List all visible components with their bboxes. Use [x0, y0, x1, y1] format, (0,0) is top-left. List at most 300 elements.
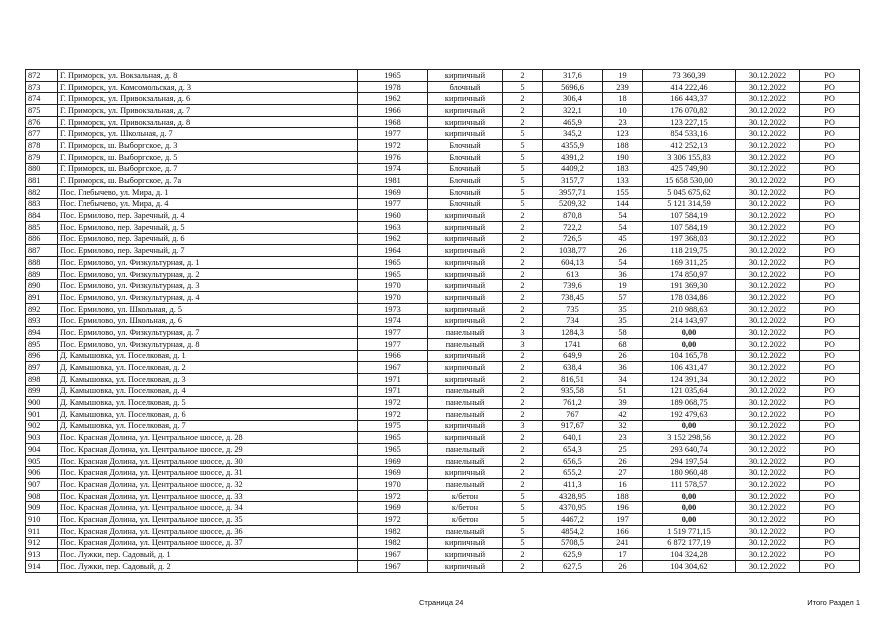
- repair-cost-cell: 3 152 298,56: [643, 432, 736, 444]
- floors-cell: 5: [503, 140, 543, 152]
- wall-material-cell: кирпичный: [428, 549, 503, 561]
- program-cell: РО: [800, 280, 860, 292]
- repair-cost-cell: 0,00: [643, 327, 736, 339]
- wall-material-cell: панельный: [428, 525, 503, 537]
- floors-cell: 2: [503, 467, 543, 479]
- address-cell: Д. Камышовка, ул. Поселковая, д. 7: [58, 420, 358, 432]
- completion-date-cell: 30.12.2022: [736, 350, 800, 362]
- total-area-cell: 738,45: [543, 292, 603, 304]
- repair-cost-cell: 106 431,47: [643, 362, 736, 374]
- residents-cell: 188: [603, 490, 643, 502]
- floors-cell: 2: [503, 210, 543, 222]
- total-area-cell: 4391,2: [543, 151, 603, 163]
- address-cell: Пос. Ермилово, ул. Физкультурная, д. 8: [58, 338, 358, 350]
- program-cell: РО: [800, 373, 860, 385]
- completion-date-cell: 30.12.2022: [736, 362, 800, 374]
- repair-cost-cell: 123 227,15: [643, 116, 736, 128]
- residents-cell: 57: [603, 292, 643, 304]
- row-number: 898: [26, 373, 58, 385]
- housing-register-table: [25, 69, 860, 573]
- program-cell: РО: [800, 350, 860, 362]
- address-cell: Д. Камышовка, ул. Поселковая, д. 1: [58, 350, 358, 362]
- address-cell: Г. Приморск, ул. Комсомольская, д. 3: [58, 81, 358, 93]
- row-number: 877: [26, 128, 58, 140]
- residents-cell: 36: [603, 268, 643, 280]
- wall-material-cell: панельный: [428, 397, 503, 409]
- floors-cell: 2: [503, 233, 543, 245]
- program-cell: РО: [800, 432, 860, 444]
- completion-date-cell: 30.12.2022: [736, 315, 800, 327]
- table-row: [26, 233, 860, 245]
- year-built-cell: 1976: [358, 151, 428, 163]
- program-cell: РО: [800, 163, 860, 175]
- address-cell: Г. Приморск, ш. Выборгское, д. 5: [58, 151, 358, 163]
- address-cell: Пос. Лужки, пер. Садовый, д. 2: [58, 560, 358, 572]
- repair-cost-cell: 192 479,63: [643, 408, 736, 420]
- row-number: 873: [26, 81, 58, 93]
- wall-material-cell: кирпичный: [428, 70, 503, 82]
- table-row: [26, 245, 860, 257]
- residents-cell: 155: [603, 186, 643, 198]
- total-area-cell: 917,67: [543, 420, 603, 432]
- wall-material-cell: кирпичный: [428, 350, 503, 362]
- residents-cell: 42: [603, 408, 643, 420]
- row-number: 908: [26, 490, 58, 502]
- year-built-cell: 1967: [358, 362, 428, 374]
- address-cell: Пос. Красная Долина, ул. Центральное шоссе, д. 29: [58, 444, 358, 456]
- repair-cost-cell: 294 197,54: [643, 455, 736, 467]
- year-built-cell: 1966: [358, 350, 428, 362]
- row-number: 912: [26, 537, 58, 549]
- residents-cell: 34: [603, 373, 643, 385]
- completion-date-cell: 30.12.2022: [736, 221, 800, 233]
- year-built-cell: 1972: [358, 140, 428, 152]
- residents-cell: 197: [603, 514, 643, 526]
- year-built-cell: 1965: [358, 268, 428, 280]
- floors-cell: 2: [503, 303, 543, 315]
- repair-cost-cell: 6 872 177,19: [643, 537, 736, 549]
- program-cell: РО: [800, 455, 860, 467]
- row-number: 897: [26, 362, 58, 374]
- table-row: [26, 350, 860, 362]
- completion-date-cell: 30.12.2022: [736, 385, 800, 397]
- year-built-cell: 1965: [358, 444, 428, 456]
- program-cell: РО: [800, 537, 860, 549]
- year-built-cell: 1969: [358, 186, 428, 198]
- row-number: 879: [26, 151, 58, 163]
- floors-cell: 5: [503, 525, 543, 537]
- program-cell: РО: [800, 221, 860, 233]
- address-cell: Пос. Ермилово, пер. Заречный, д. 5: [58, 221, 358, 233]
- year-built-cell: 1975: [358, 420, 428, 432]
- repair-cost-cell: 854 533,16: [643, 128, 736, 140]
- repair-cost-cell: 412 252,13: [643, 140, 736, 152]
- year-built-cell: 1969: [358, 455, 428, 467]
- total-area-cell: 3957,71: [543, 186, 603, 198]
- address-cell: Пос. Ермилово, пер. Заречный, д. 6: [58, 233, 358, 245]
- table-row: [26, 502, 860, 514]
- program-cell: РО: [800, 420, 860, 432]
- residents-cell: 19: [603, 280, 643, 292]
- total-area-cell: 5696,6: [543, 81, 603, 93]
- wall-material-cell: панельный: [428, 385, 503, 397]
- total-area-cell: 322,1: [543, 105, 603, 117]
- wall-material-cell: Блочный: [428, 163, 503, 175]
- wall-material-cell: Блочный: [428, 151, 503, 163]
- floors-cell: 2: [503, 479, 543, 491]
- row-number: 902: [26, 420, 58, 432]
- address-cell: Пос. Ермилово, ул. Физкультурная, д. 3: [58, 280, 358, 292]
- repair-cost-cell: 121 035,64: [643, 385, 736, 397]
- table-row: [26, 175, 860, 187]
- address-cell: Пос. Красная Долина, ул. Центральное шоссе, д. 35: [58, 514, 358, 526]
- floors-cell: 5: [503, 186, 543, 198]
- year-built-cell: 1964: [358, 245, 428, 257]
- row-number: 890: [26, 280, 58, 292]
- address-cell: Г. Приморск, ул. Вокзальная, д. 8: [58, 70, 358, 82]
- row-number: 888: [26, 257, 58, 269]
- year-built-cell: 1977: [358, 327, 428, 339]
- total-area-cell: 613: [543, 268, 603, 280]
- program-cell: РО: [800, 525, 860, 537]
- residents-cell: 35: [603, 315, 643, 327]
- floors-cell: 5: [503, 163, 543, 175]
- total-area-cell: 4370,95: [543, 502, 603, 514]
- residents-cell: 17: [603, 549, 643, 561]
- total-area-cell: 767: [543, 408, 603, 420]
- wall-material-cell: Блочный: [428, 175, 503, 187]
- repair-cost-cell: 124 391,34: [643, 373, 736, 385]
- residents-cell: 188: [603, 140, 643, 152]
- wall-material-cell: кирпичный: [428, 420, 503, 432]
- completion-date-cell: 30.12.2022: [736, 268, 800, 280]
- table-row: [26, 467, 860, 479]
- repair-cost-cell: 1 519 771,15: [643, 525, 736, 537]
- table-row: [26, 268, 860, 280]
- year-built-cell: 1965: [358, 70, 428, 82]
- floors-cell: 3: [503, 420, 543, 432]
- year-built-cell: 1969: [358, 467, 428, 479]
- wall-material-cell: кирпичный: [428, 467, 503, 479]
- table-row: [26, 257, 860, 269]
- year-built-cell: 1972: [358, 397, 428, 409]
- completion-date-cell: 30.12.2022: [736, 105, 800, 117]
- floors-cell: 5: [503, 502, 543, 514]
- row-number: 886: [26, 233, 58, 245]
- program-cell: РО: [800, 245, 860, 257]
- total-area-cell: 935,58: [543, 385, 603, 397]
- residents-cell: 133: [603, 175, 643, 187]
- row-number: 904: [26, 444, 58, 456]
- repair-cost-cell: 214 143,97: [643, 315, 736, 327]
- table-row: [26, 549, 860, 561]
- residents-cell: 54: [603, 210, 643, 222]
- section-total-label: Итого Раздел 1: [807, 598, 860, 607]
- address-cell: Г. Приморск, ш. Выборгское, д. 7а: [58, 175, 358, 187]
- table-row: [26, 292, 860, 304]
- total-area-cell: 649,9: [543, 350, 603, 362]
- program-cell: РО: [800, 327, 860, 339]
- floors-cell: 2: [503, 105, 543, 117]
- program-cell: РО: [800, 233, 860, 245]
- row-number: 874: [26, 93, 58, 105]
- floors-cell: 3: [503, 327, 543, 339]
- total-area-cell: 345,2: [543, 128, 603, 140]
- program-cell: РО: [800, 81, 860, 93]
- program-cell: РО: [800, 560, 860, 572]
- repair-cost-cell: 197 368,03: [643, 233, 736, 245]
- completion-date-cell: 30.12.2022: [736, 116, 800, 128]
- address-cell: Пос. Красная Долина, ул. Центральное шоссе, д. 28: [58, 432, 358, 444]
- residents-cell: 10: [603, 105, 643, 117]
- completion-date-cell: 30.12.2022: [736, 490, 800, 502]
- year-built-cell: 1962: [358, 93, 428, 105]
- row-number: 882: [26, 186, 58, 198]
- wall-material-cell: кирпичный: [428, 432, 503, 444]
- completion-date-cell: 30.12.2022: [736, 151, 800, 163]
- program-cell: РО: [800, 303, 860, 315]
- address-cell: Пос. Ермилово, ул. Физкультурная, д. 4: [58, 292, 358, 304]
- floors-cell: 5: [503, 490, 543, 502]
- table-row: [26, 560, 860, 572]
- total-area-cell: 734: [543, 315, 603, 327]
- address-cell: Пос. Красная Долина, ул. Центральное шоссе, д. 37: [58, 537, 358, 549]
- floors-cell: 2: [503, 455, 543, 467]
- completion-date-cell: 30.12.2022: [736, 245, 800, 257]
- wall-material-cell: кирпичный: [428, 315, 503, 327]
- table-row: [26, 362, 860, 374]
- floors-cell: 3: [503, 338, 543, 350]
- program-cell: РО: [800, 175, 860, 187]
- residents-cell: 39: [603, 397, 643, 409]
- repair-cost-cell: 107 584,19: [643, 210, 736, 222]
- floors-cell: 2: [503, 350, 543, 362]
- total-area-cell: 638,4: [543, 362, 603, 374]
- completion-date-cell: 30.12.2022: [736, 81, 800, 93]
- row-number: 876: [26, 116, 58, 128]
- year-built-cell: 1977: [358, 198, 428, 210]
- total-area-cell: 1741: [543, 338, 603, 350]
- wall-material-cell: Блочный: [428, 186, 503, 198]
- residents-cell: 16: [603, 479, 643, 491]
- floors-cell: 2: [503, 560, 543, 572]
- floors-cell: 2: [503, 221, 543, 233]
- wall-material-cell: Блочный: [428, 198, 503, 210]
- total-area-cell: 722,2: [543, 221, 603, 233]
- repair-cost-cell: 0,00: [643, 490, 736, 502]
- total-area-cell: 306,4: [543, 93, 603, 105]
- row-number: 893: [26, 315, 58, 327]
- year-built-cell: 1960: [358, 210, 428, 222]
- repair-cost-cell: 111 578,57: [643, 479, 736, 491]
- completion-date-cell: 30.12.2022: [736, 373, 800, 385]
- year-built-cell: 1982: [358, 525, 428, 537]
- table-row: [26, 432, 860, 444]
- row-number: 907: [26, 479, 58, 491]
- row-number: 896: [26, 350, 58, 362]
- address-cell: Д. Камышовка, ул. Поселковая, д. 3: [58, 373, 358, 385]
- address-cell: Пос. Ермилово, ул. Физкультурная, д. 7: [58, 327, 358, 339]
- table-row: [26, 373, 860, 385]
- wall-material-cell: панельный: [428, 455, 503, 467]
- row-number: 901: [26, 408, 58, 420]
- table-row: [26, 221, 860, 233]
- wall-material-cell: кирпичный: [428, 280, 503, 292]
- address-cell: Пос. Красная Долина, ул. Центральное шоссе, д. 36: [58, 525, 358, 537]
- wall-material-cell: блочный: [428, 81, 503, 93]
- row-number: 872: [26, 70, 58, 82]
- repair-cost-cell: 107 584,19: [643, 221, 736, 233]
- floors-cell: 2: [503, 93, 543, 105]
- residents-cell: 183: [603, 163, 643, 175]
- total-area-cell: 655,2: [543, 467, 603, 479]
- row-number: 878: [26, 140, 58, 152]
- repair-cost-cell: 3 306 155,83: [643, 151, 736, 163]
- table-row: [26, 280, 860, 292]
- address-cell: Г. Приморск, ул. Привокзальная, д. 7: [58, 105, 358, 117]
- program-cell: РО: [800, 140, 860, 152]
- repair-cost-cell: 104 304,62: [643, 560, 736, 572]
- floors-cell: 2: [503, 362, 543, 374]
- wall-material-cell: к/бетон: [428, 502, 503, 514]
- residents-cell: 45: [603, 233, 643, 245]
- table-row: [26, 327, 860, 339]
- table-row: [26, 338, 860, 350]
- total-area-cell: 870,8: [543, 210, 603, 222]
- wall-material-cell: кирпичный: [428, 93, 503, 105]
- residents-cell: 18: [603, 93, 643, 105]
- completion-date-cell: 30.12.2022: [736, 280, 800, 292]
- residents-cell: 166: [603, 525, 643, 537]
- year-built-cell: 1972: [358, 514, 428, 526]
- row-number: 875: [26, 105, 58, 117]
- table-row: [26, 408, 860, 420]
- year-built-cell: 1974: [358, 163, 428, 175]
- total-area-cell: 317,6: [543, 70, 603, 82]
- program-cell: РО: [800, 502, 860, 514]
- table-row: [26, 116, 860, 128]
- table-row: [26, 525, 860, 537]
- year-built-cell: 1981: [358, 175, 428, 187]
- repair-cost-cell: 210 988,63: [643, 303, 736, 315]
- total-area-cell: 4854,2: [543, 525, 603, 537]
- year-built-cell: 1970: [358, 292, 428, 304]
- total-area-cell: 627,5: [543, 560, 603, 572]
- row-number: 911: [26, 525, 58, 537]
- address-cell: Д. Камышовка, ул. Поселковая, д. 2: [58, 362, 358, 374]
- completion-date-cell: 30.12.2022: [736, 198, 800, 210]
- year-built-cell: 1974: [358, 315, 428, 327]
- completion-date-cell: 30.12.2022: [736, 163, 800, 175]
- address-cell: Пос. Глебычево, ул. Мира, д. 4: [58, 198, 358, 210]
- wall-material-cell: кирпичный: [428, 373, 503, 385]
- total-area-cell: 4328,95: [543, 490, 603, 502]
- row-number: 891: [26, 292, 58, 304]
- program-cell: РО: [800, 116, 860, 128]
- row-number: 892: [26, 303, 58, 315]
- address-cell: Пос. Ермилово, пер. Заречный, д. 4: [58, 210, 358, 222]
- residents-cell: 54: [603, 257, 643, 269]
- repair-cost-cell: 15 658 530,00: [643, 175, 736, 187]
- floors-cell: 2: [503, 292, 543, 304]
- floors-cell: 2: [503, 373, 543, 385]
- residents-cell: 241: [603, 537, 643, 549]
- residents-cell: 196: [603, 502, 643, 514]
- table-row: [26, 163, 860, 175]
- table-row: [26, 514, 860, 526]
- program-cell: РО: [800, 128, 860, 140]
- program-cell: РО: [800, 257, 860, 269]
- repair-cost-cell: 174 850,97: [643, 268, 736, 280]
- completion-date-cell: 30.12.2022: [736, 537, 800, 549]
- wall-material-cell: кирпичный: [428, 116, 503, 128]
- year-built-cell: 1970: [358, 479, 428, 491]
- table-row: [26, 151, 860, 163]
- completion-date-cell: 30.12.2022: [736, 327, 800, 339]
- wall-material-cell: кирпичный: [428, 560, 503, 572]
- year-built-cell: 1965: [358, 432, 428, 444]
- program-cell: РО: [800, 385, 860, 397]
- completion-date-cell: 30.12.2022: [736, 186, 800, 198]
- floors-cell: 2: [503, 432, 543, 444]
- table-body: [26, 70, 860, 573]
- floors-cell: 2: [503, 408, 543, 420]
- program-cell: РО: [800, 338, 860, 350]
- address-cell: Пос. Красная Долина, ул. Центральное шоссе, д. 33: [58, 490, 358, 502]
- year-built-cell: 1971: [358, 385, 428, 397]
- residents-cell: 123: [603, 128, 643, 140]
- wall-material-cell: кирпичный: [428, 537, 503, 549]
- row-number: 884: [26, 210, 58, 222]
- year-built-cell: 1971: [358, 373, 428, 385]
- table-row: [26, 210, 860, 222]
- floors-cell: 5: [503, 151, 543, 163]
- repair-cost-cell: 0,00: [643, 502, 736, 514]
- row-number: 914: [26, 560, 58, 572]
- program-cell: РО: [800, 186, 860, 198]
- total-area-cell: 4409,2: [543, 163, 603, 175]
- completion-date-cell: 30.12.2022: [736, 525, 800, 537]
- floors-cell: 2: [503, 116, 543, 128]
- floors-cell: 5: [503, 81, 543, 93]
- program-cell: РО: [800, 93, 860, 105]
- address-cell: Пос. Глебычево, ул. Мира, д. 1: [58, 186, 358, 198]
- residents-cell: 26: [603, 455, 643, 467]
- wall-material-cell: панельный: [428, 408, 503, 420]
- total-area-cell: 726,5: [543, 233, 603, 245]
- completion-date-cell: 30.12.2022: [736, 140, 800, 152]
- repair-cost-cell: 425 749,90: [643, 163, 736, 175]
- residents-cell: 26: [603, 350, 643, 362]
- row-number: 903: [26, 432, 58, 444]
- wall-material-cell: кирпичный: [428, 362, 503, 374]
- wall-material-cell: кирпичный: [428, 257, 503, 269]
- address-cell: Пос. Лужки, пер. Садовый, д. 1: [58, 549, 358, 561]
- table-row: [26, 128, 860, 140]
- wall-material-cell: кирпичный: [428, 233, 503, 245]
- table-row: [26, 315, 860, 327]
- repair-cost-cell: 169 311,25: [643, 257, 736, 269]
- address-cell: Пос. Ермилово, ул. Физкультурная, д. 2: [58, 268, 358, 280]
- row-number: 887: [26, 245, 58, 257]
- residents-cell: 27: [603, 467, 643, 479]
- floors-cell: 2: [503, 280, 543, 292]
- address-cell: Пос. Ермилово, пер. Заречный, д. 7: [58, 245, 358, 257]
- address-cell: Г. Приморск, ш. Выборгское, д. 3: [58, 140, 358, 152]
- repair-cost-cell: 73 360,39: [643, 70, 736, 82]
- year-built-cell: 1977: [358, 338, 428, 350]
- repair-cost-cell: 414 222,46: [643, 81, 736, 93]
